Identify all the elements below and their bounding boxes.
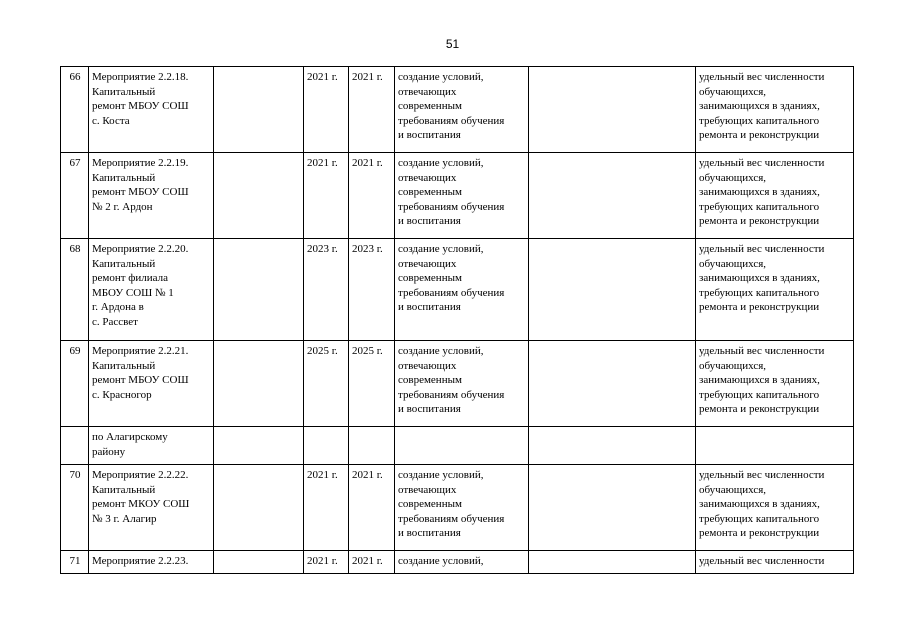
table-row: [61, 153, 854, 239]
indicator-line: ремонта и реконструкции: [699, 215, 820, 228]
expected-result-line: создание условий,: [398, 345, 484, 357]
end-year-text: 2021 г.: [352, 555, 383, 567]
indicator-line: ремонта и реконструкции: [699, 129, 820, 142]
measure-name-line: ремонт МБОУ СОШ: [92, 186, 189, 199]
expected-result-line: отвечающих: [398, 257, 457, 270]
expected-result-line: требованиям обучения: [398, 200, 505, 213]
measures-table: [60, 66, 854, 574]
start-year-cell: [304, 341, 349, 427]
expected-result-line: отвечающих: [398, 359, 457, 372]
end-year-cell: [349, 67, 395, 153]
indicator-line: занимающихся в зданиях,: [699, 100, 820, 113]
end-year-cell: [349, 465, 395, 551]
indicator-line: удельный вес численности: [699, 469, 825, 481]
indicator-line: требующих капитального: [699, 200, 820, 213]
table-row: [61, 551, 854, 574]
indicator-line: требующих капитального: [699, 114, 820, 127]
measure-name-cell: [89, 551, 214, 574]
expected-result-line: требованиям обучения: [398, 286, 505, 299]
measure-name-line: по Алагирскому: [92, 431, 168, 443]
measure-name-line: Капитальный: [92, 85, 156, 98]
expected-result-line: создание условий,: [398, 243, 484, 255]
end-year-text: 2021 г.: [352, 469, 383, 481]
start-year-cell: [304, 465, 349, 551]
row-number-text: 71: [69, 555, 81, 567]
end-year-text: 2023 г.: [352, 243, 383, 255]
table-row: [61, 465, 854, 551]
table-row: [61, 239, 854, 341]
expected-result-cell: [395, 465, 529, 551]
measure-name-line: Мероприятие 2.2.18.: [92, 71, 189, 83]
consequences-cell: [529, 153, 696, 239]
end-year-text: 2021 г.: [352, 71, 383, 83]
end-year-text: 2025 г.: [352, 345, 383, 357]
row-number-cell: [61, 551, 89, 574]
start-year-cell: [304, 153, 349, 239]
expected-result-cell: [395, 153, 529, 239]
measure-name-line: МБОУ СОШ № 1: [92, 286, 174, 299]
expected-result-line: требованиям обучения: [398, 114, 505, 127]
consequences-cell: [529, 427, 696, 465]
end-year-cell: [349, 239, 395, 341]
expected-result-line: и воспитания: [398, 403, 461, 416]
indicator-line: требующих капитального: [699, 512, 820, 525]
measure-name-cell: [89, 427, 214, 465]
expected-result-line: создание условий,: [398, 71, 484, 83]
consequences-cell: [529, 551, 696, 574]
indicator-line: занимающихся в зданиях,: [699, 272, 820, 285]
indicator-cell: [696, 341, 854, 427]
consequences-cell: [529, 239, 696, 341]
row-number-cell: [61, 465, 89, 551]
measure-name-line: Капитальный: [92, 171, 156, 184]
measure-name-line: ремонт МКОУ СОШ: [92, 498, 190, 511]
indicator-cell: [696, 67, 854, 153]
start-year-cell: [304, 427, 349, 465]
page-number: 51: [445, 37, 460, 51]
start-year-text: 2023 г.: [307, 243, 338, 255]
expected-result-line: современным: [398, 272, 462, 285]
measure-name-line: району: [92, 445, 126, 458]
start-year-cell: [304, 239, 349, 341]
start-year-text: 2021 г.: [307, 555, 338, 567]
expected-result-cell: [395, 427, 529, 465]
row-number-cell: [61, 153, 89, 239]
measure-name-line: с. Коста: [92, 114, 130, 127]
table-row: [61, 341, 854, 427]
row-number-cell: [61, 67, 89, 153]
executor-cell: [214, 551, 304, 574]
table-body: [61, 67, 854, 574]
expected-result-line: современным: [398, 498, 462, 511]
measure-name-line: с. Рассвет: [92, 315, 138, 328]
measure-name-cell: [89, 341, 214, 427]
expected-result-cell: [395, 67, 529, 153]
expected-result-line: создание условий,: [398, 469, 484, 481]
row-number-text: 70: [69, 469, 81, 481]
consequences-cell: [529, 67, 696, 153]
indicator-line: ремонта и реконструкции: [699, 301, 820, 314]
measure-name-line: ремонт филиала: [92, 272, 169, 285]
end-year-text: 2021 г.: [352, 157, 383, 169]
expected-result-cell: [395, 551, 529, 574]
start-year-text: 2021 г.: [307, 71, 338, 83]
consequences-cell: [529, 341, 696, 427]
indicator-line: обучающихся,: [699, 359, 767, 372]
indicator-cell: [696, 465, 854, 551]
indicator-line: занимающихся в зданиях,: [699, 498, 820, 511]
measure-name-line: ремонт МБОУ СОШ: [92, 374, 189, 387]
row-number-cell: [61, 239, 89, 341]
indicator-line: обучающихся,: [699, 257, 767, 270]
expected-result-line: и воспитания: [398, 301, 461, 314]
indicator-line: обучающихся,: [699, 171, 767, 184]
expected-result-line: современным: [398, 100, 462, 113]
indicator-line: требующих капитального: [699, 286, 820, 299]
expected-result-cell: [395, 341, 529, 427]
measure-name-line: Мероприятие 2.2.19.: [92, 157, 189, 169]
indicator-cell: [696, 153, 854, 239]
expected-result-line: и воспитания: [398, 129, 461, 142]
measure-name-line: № 2 г. Ардон: [92, 200, 153, 213]
start-year-text: 2021 г.: [307, 157, 338, 169]
indicator-line: удельный вес численности: [699, 157, 825, 169]
start-year-text: 2021 г.: [307, 469, 338, 481]
row-number-text: 69: [69, 345, 81, 357]
table-row: [61, 67, 854, 153]
measure-name-line: № 3 г. Алагир: [92, 512, 157, 525]
consequences-cell: [529, 465, 696, 551]
row-number-text: 68: [69, 243, 81, 255]
start-year-text: 2025 г.: [307, 345, 338, 357]
expected-result-line: отвечающих: [398, 171, 457, 184]
indicator-line: занимающихся в зданиях,: [699, 186, 820, 199]
indicator-line: удельный вес численности: [699, 345, 825, 357]
expected-result-line: современным: [398, 186, 462, 199]
measure-name-line: г. Ардона в: [92, 301, 144, 314]
indicator-line: удельный вес численности: [699, 243, 825, 255]
indicator-line: удельный вес численности: [699, 71, 825, 83]
indicator-line: обучающихся,: [699, 85, 767, 98]
expected-result-line: требованиям обучения: [398, 388, 505, 401]
end-year-cell: [349, 551, 395, 574]
executor-cell: [214, 153, 304, 239]
indicator-line: требующих капитального: [699, 388, 820, 401]
measure-name-line: Капитальный: [92, 483, 156, 496]
expected-result-line: создание условий,: [398, 157, 484, 169]
measure-name-line: Капитальный: [92, 257, 156, 270]
row-number-text: 66: [69, 71, 81, 83]
indicator-cell: [696, 551, 854, 574]
measure-name-cell: [89, 239, 214, 341]
expected-result-line: требованиям обучения: [398, 512, 505, 525]
measure-name-line: Мероприятие 2.2.21.: [92, 345, 189, 357]
indicator-line: удельный вес численности: [699, 555, 825, 567]
executor-cell: [214, 67, 304, 153]
executor-cell: [214, 465, 304, 551]
measure-name-cell: [89, 67, 214, 153]
executor-cell: [214, 427, 304, 465]
measure-name-line: Мероприятие 2.2.23.: [92, 555, 189, 567]
indicator-line: ремонта и реконструкции: [699, 527, 820, 540]
row-number-cell: [61, 427, 89, 465]
end-year-cell: [349, 341, 395, 427]
measure-name-line: с. Красногор: [92, 388, 152, 401]
start-year-cell: [304, 551, 349, 574]
indicator-cell: [696, 427, 854, 465]
expected-result-line: отвечающих: [398, 85, 457, 98]
indicator-cell: [696, 239, 854, 341]
executor-cell: [214, 341, 304, 427]
indicator-line: ремонта и реконструкции: [699, 403, 820, 416]
expected-result-cell: [395, 239, 529, 341]
executor-cell: [214, 239, 304, 341]
indicator-line: занимающихся в зданиях,: [699, 374, 820, 387]
measure-name-line: Мероприятие 2.2.20.: [92, 243, 189, 255]
measure-name-line: Мероприятие 2.2.22.: [92, 469, 189, 481]
expected-result-line: и воспитания: [398, 215, 461, 228]
indicator-line: обучающихся,: [699, 483, 767, 496]
expected-result-line: отвечающих: [398, 483, 457, 496]
measure-name-line: ремонт МБОУ СОШ: [92, 100, 189, 113]
expected-result-line: и воспитания: [398, 527, 461, 540]
start-year-cell: [304, 67, 349, 153]
end-year-cell: [349, 153, 395, 239]
measure-name-cell: [89, 153, 214, 239]
row-number-cell: [61, 341, 89, 427]
measure-name-cell: [89, 465, 214, 551]
expected-result-line: создание условий,: [398, 555, 484, 567]
end-year-cell: [349, 427, 395, 465]
expected-result-line: современным: [398, 374, 462, 387]
measure-name-line: Капитальный: [92, 359, 156, 372]
row-number-text: 67: [69, 157, 81, 169]
table-row: [61, 427, 854, 465]
